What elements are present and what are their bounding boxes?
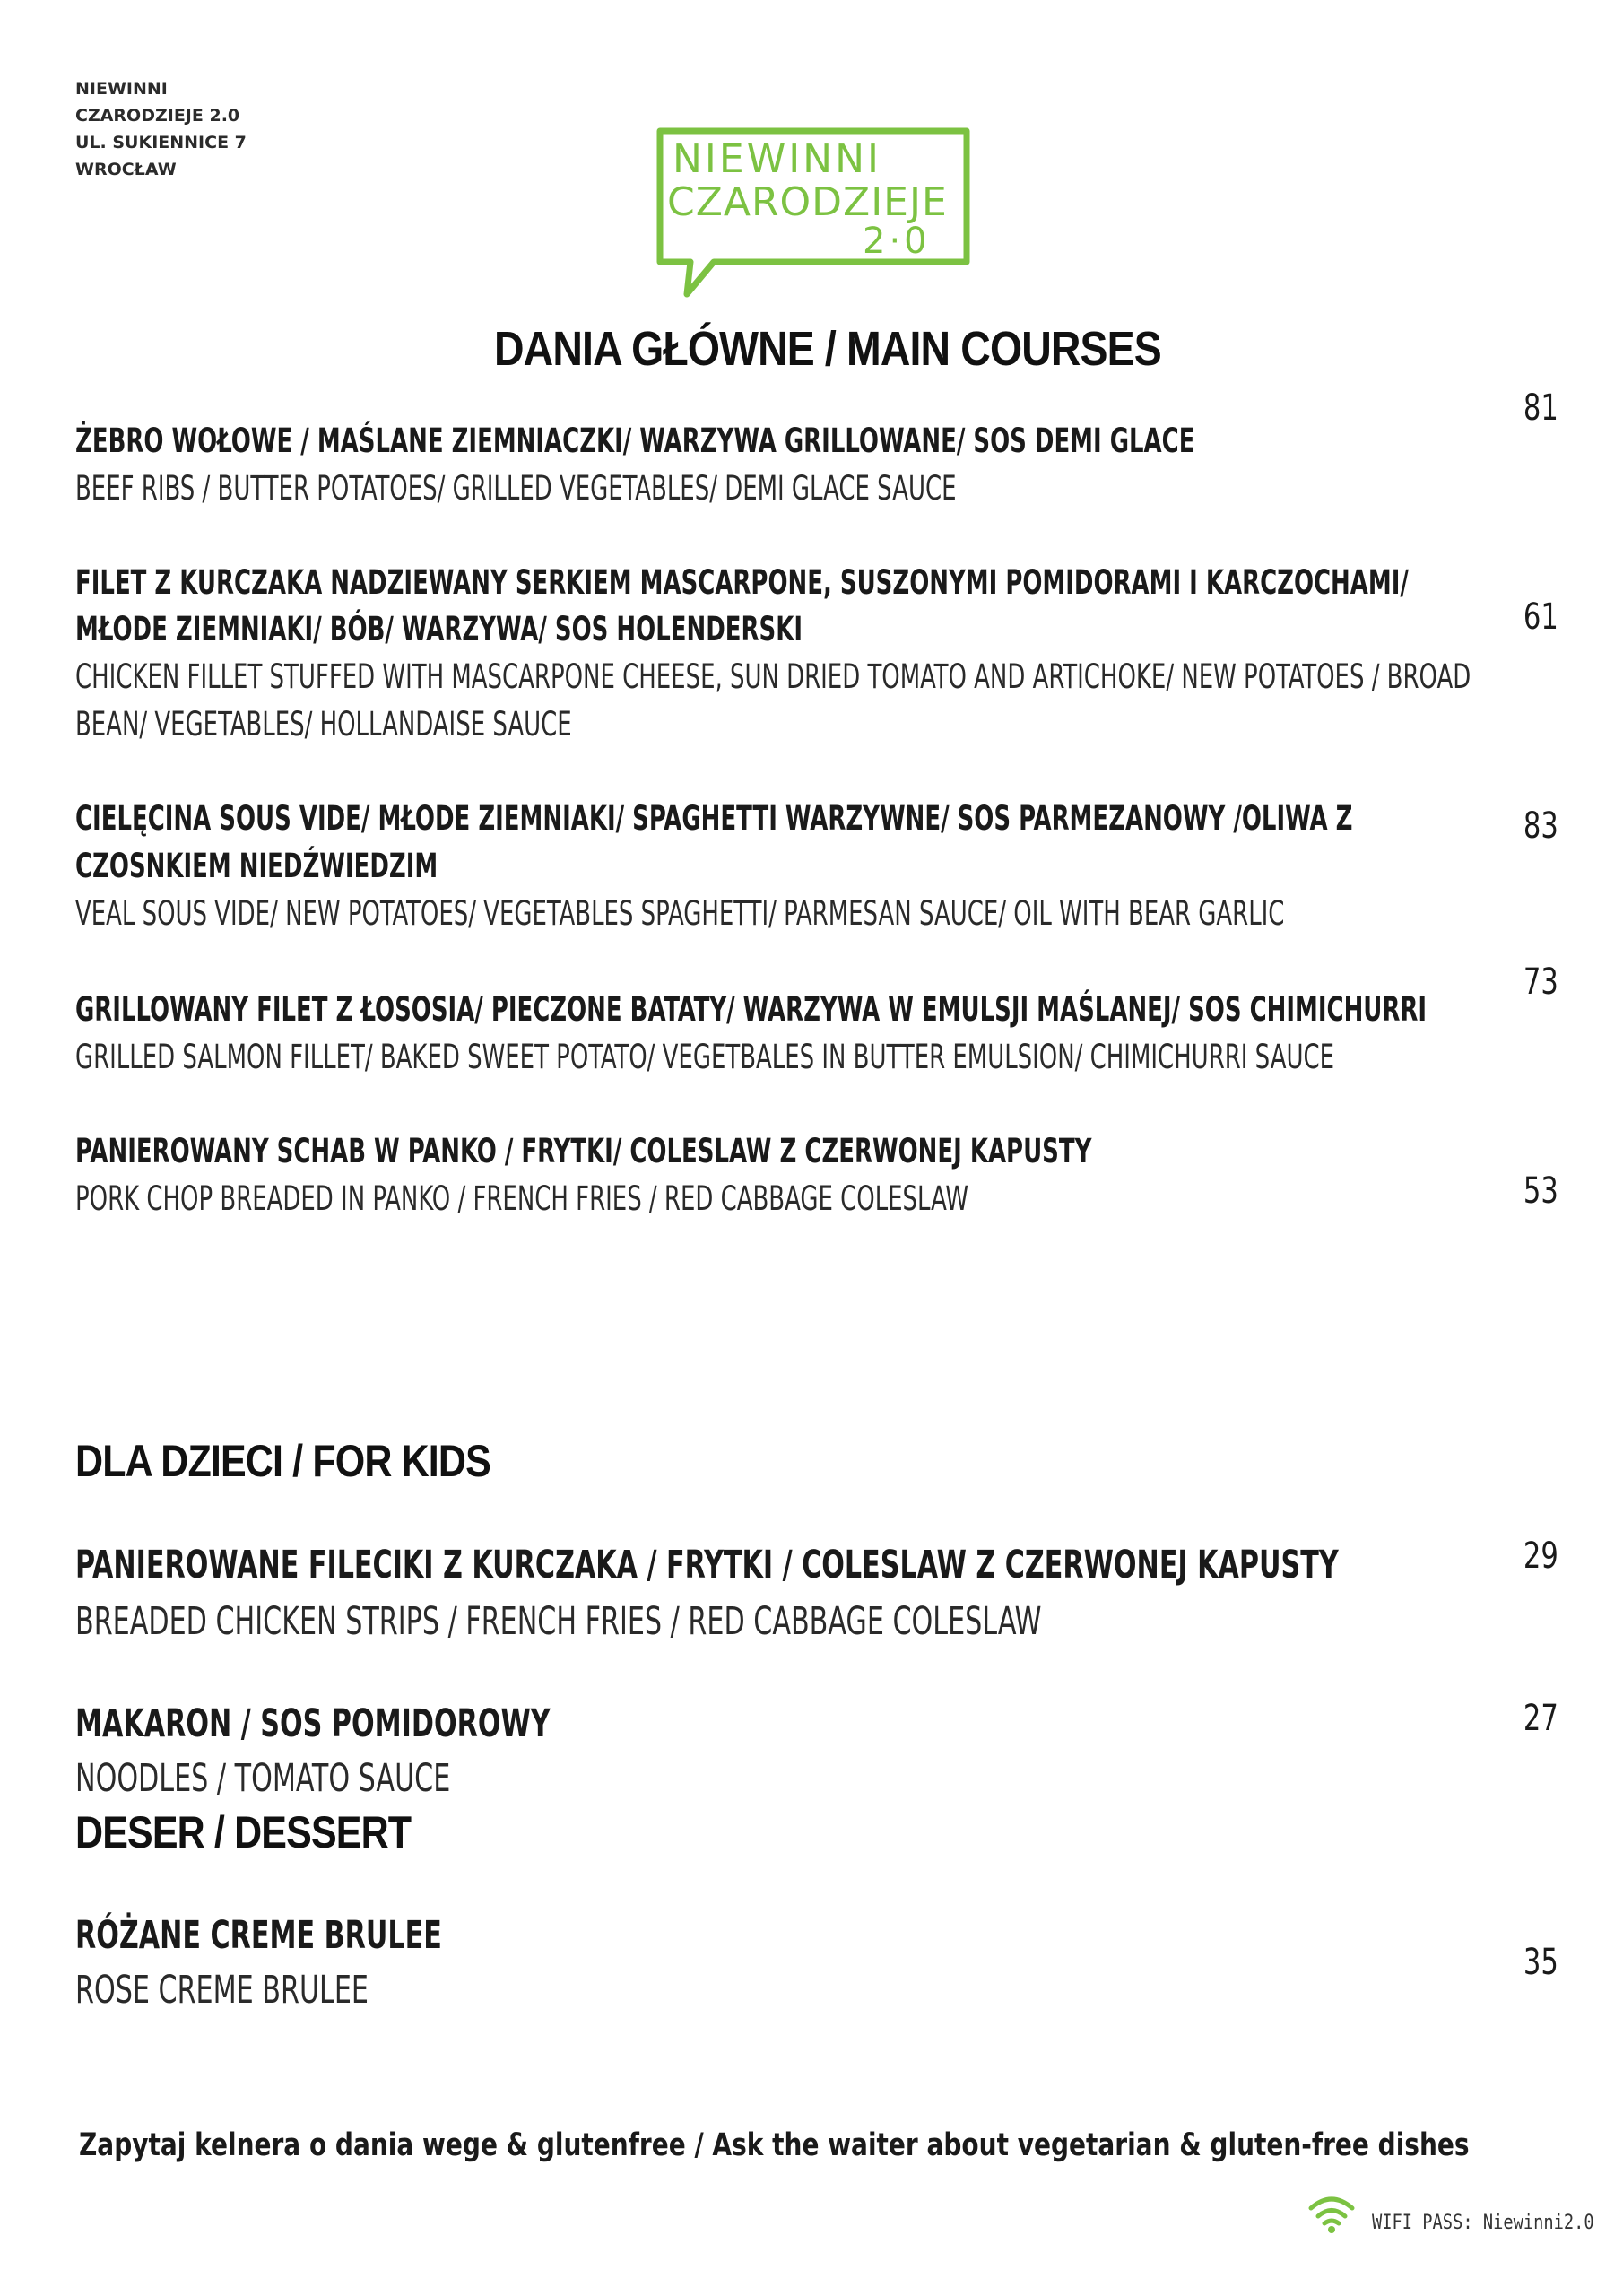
dish-name-en: GRILLED SALMON FILLET/ BAKED SWEET POTATO/ VEGETBALES IN BUTTER EMULSION/ CHIMICHURRI SAUCE: [75, 1038, 1334, 1076]
dish-name-en: BEAN/ VEGETABLES/ HOLLANDAISE SAUCE: [75, 705, 572, 744]
dish-name-en: BREADED CHICKEN STRIPS / FRENCH FRIES / RED CABBAGE COLESLAW: [75, 1599, 1042, 1644]
logo-line: NIEWINNI: [673, 136, 881, 182]
dish-name-pl: GRILLOWANY FILET Z ŁOSOSIA/ PIECZONE BATATY/ WARZYWA W EMULSJI MAŚLANEJ/ SOS CHIMICHURRI: [75, 990, 1428, 1029]
dish-name-pl: CZOSNKIEM NIEDŹWIEDZIM: [75, 847, 438, 885]
address-line: NIEWINNI: [75, 79, 168, 99]
price-salmon: 73: [1523, 961, 1558, 1003]
restaurant-logo: [651, 126, 974, 305]
price-chicken-fillet: 61: [1523, 596, 1558, 638]
dish-name-pl: PANIEROWANY SCHAB W PANKO / FRYTKI/ COLESLAW Z CZERWONEJ KAPUSTY: [75, 1132, 1092, 1170]
price-noodles: 27: [1523, 1698, 1558, 1739]
dish-name-pl: ŻEBRO WOŁOWE / MAŚLANE ZIEMNIACZKI/ WARZYWA GRILLOWANE/ SOS DEMI GLACE: [75, 422, 1195, 460]
dish-name-en: VEAL SOUS VIDE/ NEW POTATOES/ VEGETABLES SPAGHETTI/ PARMESAN SAUCE/ OIL WITH BEAR GARLIC: [75, 894, 1285, 933]
wifi-password: WIFI PASS: Niewinni2.0: [1372, 2212, 1594, 2234]
address-line: UL. SUKIENNICE 7: [75, 133, 247, 152]
wifi-icon: [1307, 2194, 1356, 2235]
speech-bubble-logo-icon: [651, 126, 974, 305]
price-chicken-strips: 29: [1523, 1535, 1558, 1577]
dish-name-pl: RÓŻANE CREME BRULEE: [75, 1913, 442, 1958]
dish-name-en: CHICKEN FILLET STUFFED WITH MASCARPONE CHEESE, SUN DRIED TOMATO AND ARTICHOKE/ NEW POTATOES / BROAD: [75, 657, 1471, 696]
dish-name-en: BEEF RIBS / BUTTER POTATOES/ GRILLED VEGETABLES/ DEMI GLACE SAUCE: [75, 469, 957, 508]
logo-line: CZARODZIEJE: [667, 179, 948, 225]
address-line: CZARODZIEJE 2.0: [75, 106, 240, 126]
dish-name-pl: MŁODE ZIEMNIAKI/ BÓB/ WARZYWA/ SOS HOLENDERSKI: [75, 610, 803, 648]
dish-name-en: NOODLES / TOMATO SAUCE: [75, 1756, 451, 1801]
dish-name-pl: CIELĘCINA SOUS VIDE/ MŁODE ZIEMNIAKI/ SPAGHETTI WARZYWNE/ SOS PARMEZANOWY /OLIWA Z: [75, 799, 1353, 838]
dish-name-en: ROSE CREME BRULEE: [75, 1968, 369, 2013]
logo-line: 2·0: [863, 221, 931, 262]
price-creme-brulee: 35: [1523, 1942, 1558, 1983]
dish-name-pl: MAKARON / SOS POMIDOROWY: [75, 1701, 551, 1746]
dish-name-en: PORK CHOP BREADED IN PANKO / FRENCH FRIES / RED CABBAGE COLESLAW: [75, 1179, 969, 1218]
address-line: WROCŁAW: [75, 160, 177, 179]
price-pork-chop: 53: [1523, 1170, 1558, 1212]
dietary-note: Zapytaj kelnera o dania wege & glutenfree / Ask the waiter about vegetarian & gluten-free dishes: [79, 2127, 1470, 2163]
dish-name-pl: PANIEROWANE FILECIKI Z KURCZAKA / FRYTKI / COLESLAW Z CZERWONEJ KAPUSTY: [75, 1543, 1339, 1587]
dessert-section-title: DESER / DESSERT: [75, 1807, 412, 1857]
price-beef-ribs: 81: [1523, 387, 1558, 429]
price-veal: 83: [1523, 805, 1558, 847]
main-courses-title: DANIA GŁÓWNE / MAIN COURSES: [494, 322, 1161, 376]
restaurant-address: [75, 75, 247, 183]
dish-name-pl: FILET Z KURCZAKA NADZIEWANY SERKIEM MASCARPONE, SUSZONYMI POMIDORAMI I KARCZOCHAMI/: [75, 563, 1409, 602]
kids-section-title: DLA DZIECI / FOR KIDS: [75, 1436, 490, 1486]
